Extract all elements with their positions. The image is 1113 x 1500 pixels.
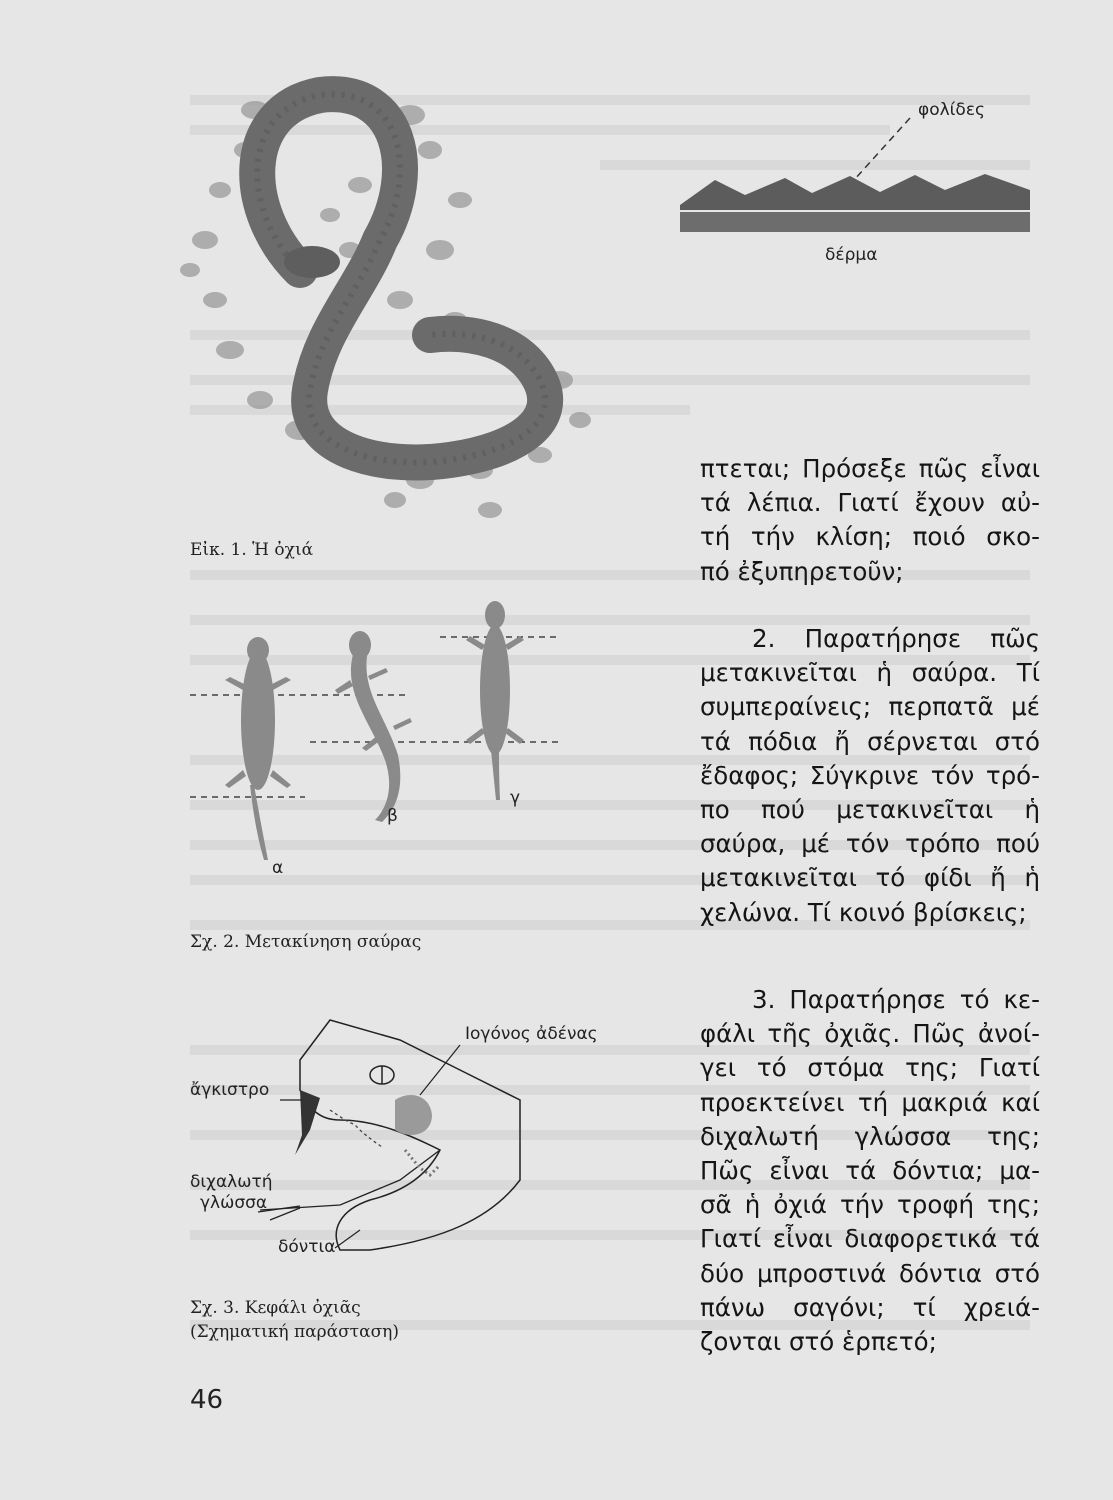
- text-line: πτεται; Πρόσεξε πῶς εἶναι: [700, 454, 1040, 483]
- text-line: μετακινεῖται τό φίδι ἤ ἡ: [700, 863, 1040, 893]
- text-line: ἔδαφος; Σύγκρινε τόν τρό-: [700, 760, 1040, 790]
- figure1-caption: Εἰκ. 1. Ἡ ὀχιά: [190, 540, 314, 560]
- tongue-label-line1: διχαλωτή: [190, 1172, 273, 1192]
- venom-gland-label: Ιογόνος ἀδένας: [465, 1024, 598, 1044]
- lizard-label-c: γ: [510, 788, 521, 808]
- figure3-caption-line2: (Σχηματική παράσταση): [190, 1322, 399, 1342]
- text-line: πό ἐξυπηρετοῦν;: [700, 556, 904, 586]
- text-line: Γιατί εἶναι διαφορετικά τά: [700, 1224, 1040, 1254]
- text-line: ζονται στό ἑρπετό;: [700, 1327, 937, 1357]
- teeth-label: δόντια: [278, 1237, 336, 1257]
- text-line: φάλι τῆς ὀχιᾶς. Πῶς ἀνοί-: [700, 1019, 1040, 1049]
- text-line: προεκτείνει τή μακριά καί: [700, 1087, 1040, 1117]
- text-line: συμπεραίνεις; περπατᾶ μέ: [700, 692, 1040, 722]
- lizard-label-b: β: [387, 806, 398, 826]
- text-line: γει τό στόμα της; Γιατί: [700, 1053, 1040, 1083]
- hook-label: ἄγκιστρο: [190, 1080, 270, 1100]
- lizard-label-a: α: [272, 858, 284, 878]
- text-line: τή τήν κλίση; ποιό σκο-: [700, 522, 1040, 552]
- scales-label: φολίδες: [918, 100, 985, 120]
- figure2-caption: Σχ. 2. Μετακίνηση σαύρας: [190, 932, 422, 952]
- skin-label: δέρμα: [825, 245, 878, 265]
- text-line: 3. Παρατήρησε τό κε-: [752, 985, 1040, 1014]
- text-line: μετακινεῖται ἡ σαύρα. Τί: [700, 658, 1040, 688]
- figure3-caption-line1: Σχ. 3. Κεφάλι ὀχιᾶς: [190, 1298, 361, 1318]
- paragraph-3: [700, 983, 1040, 1359]
- paragraph-1: [700, 452, 1040, 589]
- text-line: τά πόδια ἤ σέρνεται στό: [700, 726, 1040, 756]
- text-line: σαύρα, μέ τόν τρόπο πού: [700, 829, 1040, 859]
- text-line: Πῶς εἶναι τά δόντια; μα-: [700, 1156, 1040, 1186]
- text-line: 2. Παρατήρησε πῶς: [752, 624, 1040, 653]
- paragraph-2: [700, 622, 1040, 930]
- text-line: πάνω σαγόνι; τί χρειά-: [700, 1292, 1040, 1322]
- text-line: πο πού μετακινεῖται ἡ: [700, 795, 1040, 825]
- text-line: τά λέπια. Γιατί ἔχουν αὐ-: [700, 488, 1040, 518]
- text-line: χελώνα. Τί κοινό βρίσκεις;: [700, 897, 1027, 927]
- text-line: διχαλωτή γλώσσα της;: [700, 1121, 1040, 1151]
- page-number: 46: [190, 1385, 224, 1415]
- text-line: δύο μπροστινά δόντια στό: [700, 1258, 1040, 1288]
- text-line: σᾶ ἡ ὀχιά τήν τροφή της;: [700, 1190, 1040, 1220]
- tongue-label-line2: γλώσσα: [200, 1193, 268, 1213]
